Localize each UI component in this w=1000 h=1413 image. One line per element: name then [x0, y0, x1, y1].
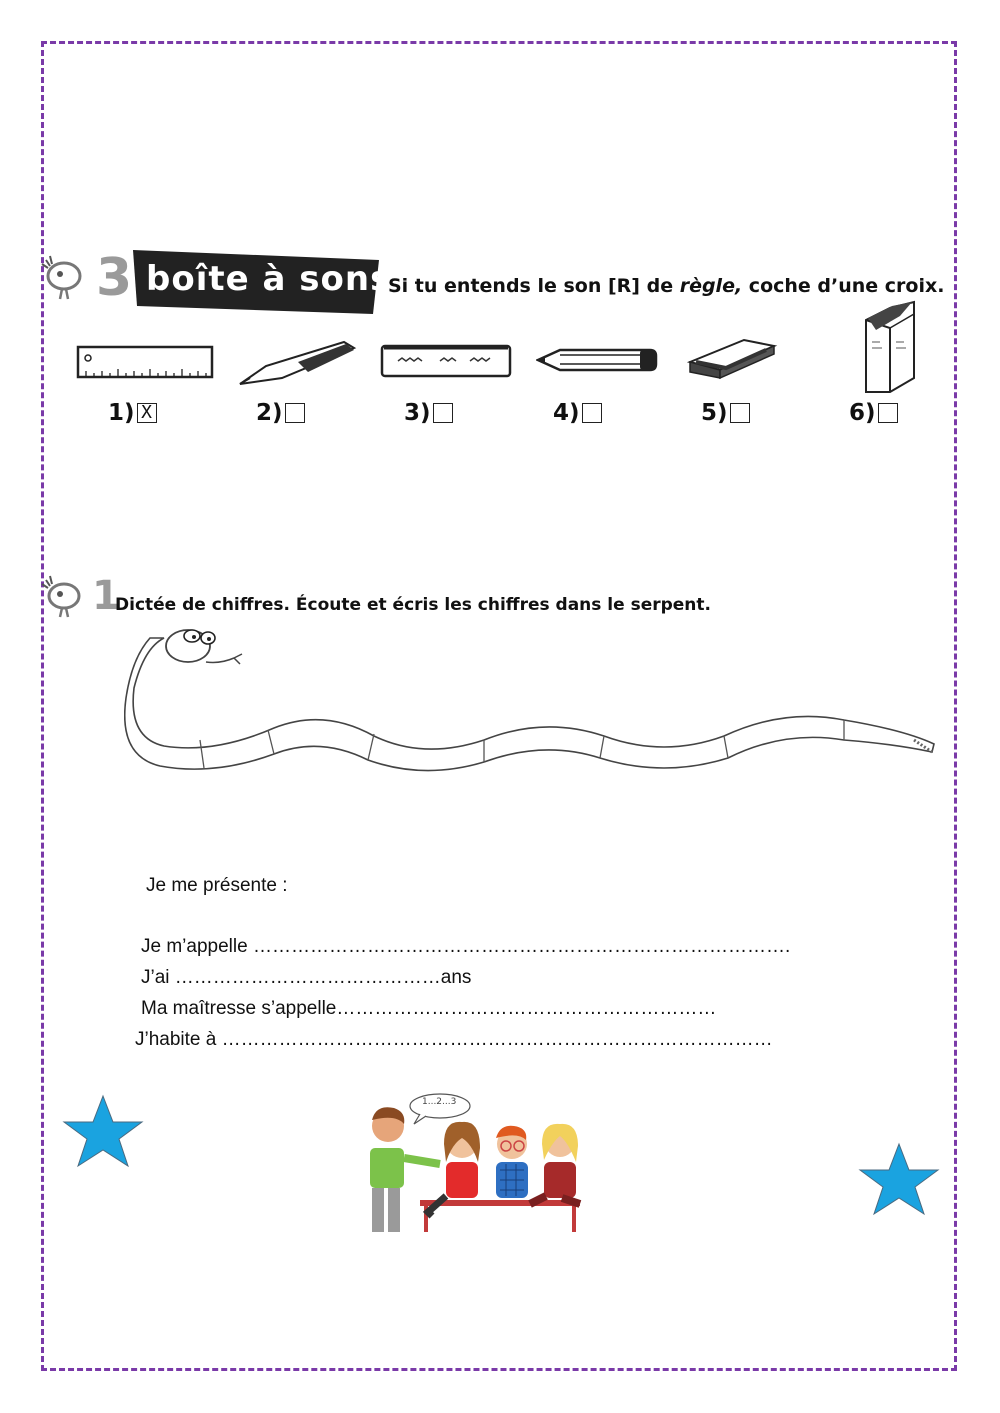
presentation-heading: Je me présente : — [146, 875, 288, 896]
option-label: 1) — [108, 400, 135, 426]
option-checkbox[interactable] — [730, 403, 750, 423]
city-line[interactable]: J’habite à …………………………………………………………………………… — [135, 1029, 773, 1050]
pencil-case-icon — [378, 340, 514, 380]
age-line[interactable]: J’ai ……………………………………ans — [141, 967, 472, 988]
exercise-1-instruction[interactable]: Dictée de chiffres. Écoute et écris les chiffres dans le serpent. — [115, 595, 711, 615]
bird-listen-icon — [36, 574, 88, 620]
option-checkbox[interactable]: X — [137, 403, 157, 423]
option-4 — [553, 399, 602, 427]
ruler-icon — [76, 344, 214, 380]
exercise-3-instruction — [388, 274, 944, 298]
instruction-prefix: Si tu entends le son [R] de — [388, 275, 680, 297]
star-icon — [62, 1094, 144, 1168]
option-3 — [404, 399, 453, 427]
option-label: 5) — [701, 400, 728, 426]
option-checkbox[interactable] — [285, 403, 305, 423]
banner-title: boîte à sons — [146, 259, 392, 299]
option-checkbox[interactable] — [582, 403, 602, 423]
children-illustration — [354, 1092, 604, 1242]
option-label: 3) — [404, 400, 431, 426]
option-label: 4) — [553, 400, 580, 426]
option-1 — [108, 399, 157, 427]
pencil-icon — [536, 340, 660, 374]
bird-listen-icon — [36, 252, 88, 304]
instruction-suffix: coche d’une croix. — [742, 275, 945, 297]
star-icon — [858, 1142, 940, 1216]
exercise-1-number: 1 — [92, 573, 120, 619]
instruction-keyword: règle, — [679, 275, 743, 297]
option-2 — [256, 399, 305, 427]
speech-bubble-text: 1...2...3 — [422, 1097, 457, 1107]
book-icon — [860, 298, 918, 396]
option-checkbox[interactable] — [878, 403, 898, 423]
option-label: 6) — [849, 400, 876, 426]
pen-icon — [236, 338, 358, 388]
eraser-icon — [686, 332, 778, 380]
name-line[interactable]: Je m’appelle …………………………………………………………………………. — [141, 936, 791, 957]
exercise-3-number: 3 — [96, 248, 133, 308]
option-6 — [849, 399, 898, 427]
teacher-line[interactable]: Ma maîtresse s’appelle…………………………………………………… — [141, 998, 717, 1019]
snake-answer-drawing[interactable] — [124, 618, 940, 778]
option-label: 2) — [256, 400, 283, 426]
option-checkbox[interactable] — [433, 403, 453, 423]
option-5 — [701, 399, 750, 427]
